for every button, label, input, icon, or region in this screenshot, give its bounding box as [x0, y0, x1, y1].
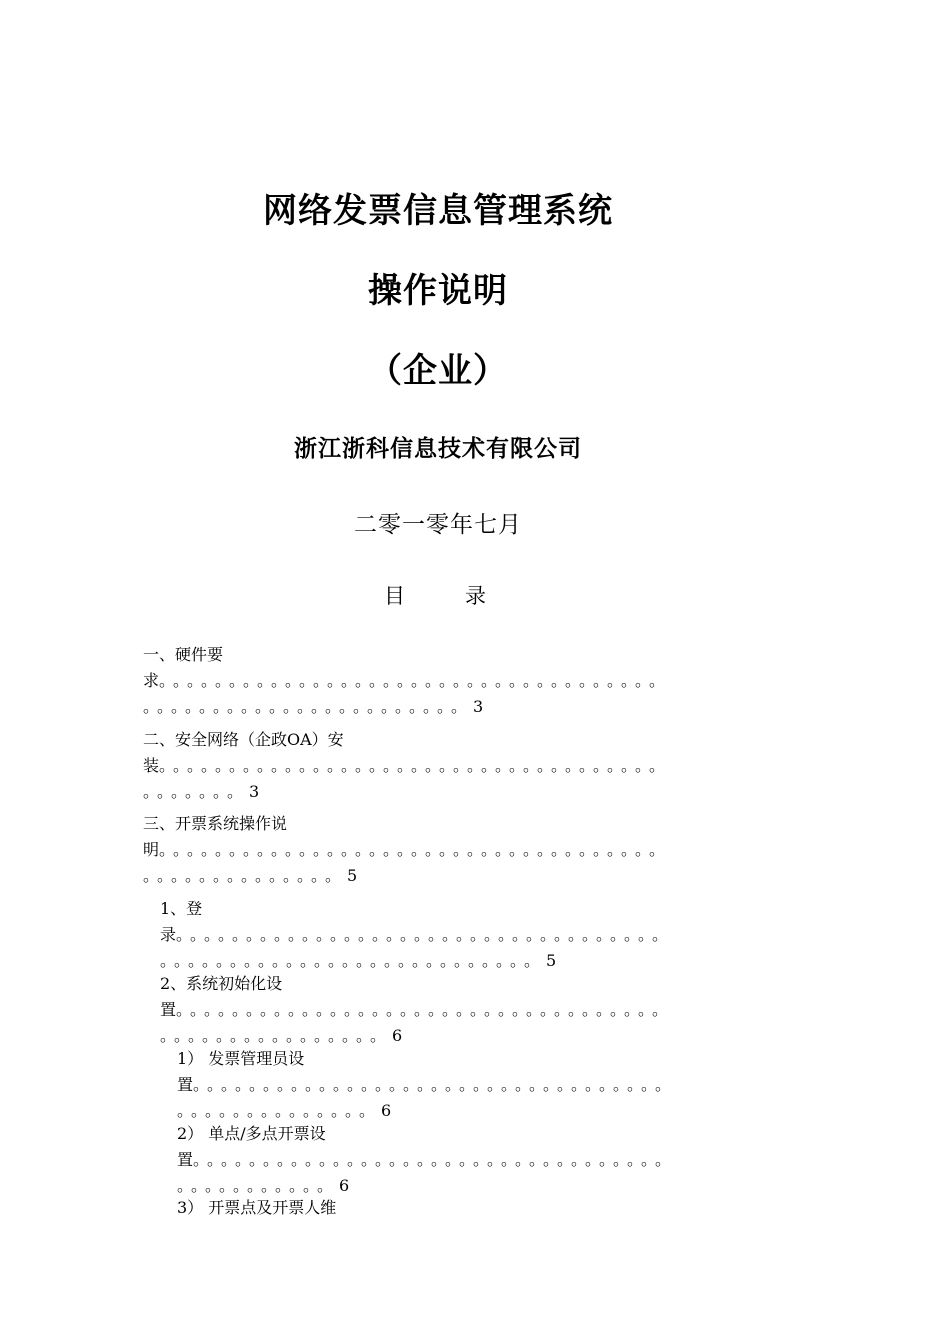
toc-leader-dots: 。。。。。。。。。。。。。。。。。。。。。。。。。。。: [160, 951, 547, 970]
toc-entry-title: 2、系统初始化设: [160, 974, 283, 993]
toc-page-number: 3: [249, 782, 260, 801]
toc-leader-dots: 。。。。。。。。。。。。。。。。。。。。。。。。。。。。。。。。。。。。: [159, 840, 672, 859]
toc-entry-title: 3） 开票点及开票人维: [177, 1198, 337, 1217]
toc-entry-page-line: [143, 863, 357, 889]
toc-leader-dots: 。。。。。。。。。。。。。。。。: [160, 1026, 393, 1045]
toc-entry-continuation: [143, 753, 671, 779]
toc-entry-title-end: 装: [143, 756, 160, 775]
document-subtitle: 操作说明: [368, 271, 508, 311]
toc-entry-page-line: [143, 779, 259, 805]
toc-entry-continuation: [143, 668, 671, 694]
toc-entry-continuation: [177, 1147, 677, 1173]
toc-page-number: 5: [546, 951, 557, 970]
toc-entry-page-line: [143, 694, 483, 720]
toc-entry-title: 三、开票系统操作说: [143, 814, 288, 833]
toc-entry-title-end: 明: [143, 840, 160, 859]
toc-page-number: 6: [339, 1176, 350, 1195]
toc-leader-dots: 。。。。。。。。。。。。。。: [177, 1101, 382, 1120]
toc-leader-dots: 。。。。。。。。。。。。。。。。。。。。。。。。。。。。。。。。。。。: [176, 1000, 675, 1019]
toc-leader-dots: 。。。。。。。。。。。。。。。。。。。。。。。。。。。。。。。。。。。。: [159, 756, 672, 775]
toc-entry-title-end: 置: [177, 1075, 194, 1094]
toc-entry-title: 1） 发票管理员设: [177, 1049, 305, 1068]
toc-page-number: 5: [347, 866, 358, 885]
toc-leader-dots: 。。。。。。。。。。。: [177, 1176, 340, 1195]
toc-heading: [384, 580, 486, 612]
toc-leader-dots: 。。。。。。。。。。。。。。。。。。。。。。。。。。。。。。。。。。: [193, 1075, 678, 1094]
toc-leader-dots: 。。。。。。。: [143, 782, 250, 801]
toc-leader-dots: 。。。。。。。。。。。。。。。。。。。。。。。。。。。。。。。。。。: [193, 1150, 678, 1169]
toc-leader-dots: 。。。。。。。。。。。。。。: [143, 866, 348, 885]
toc-page-number: 6: [392, 1026, 403, 1045]
toc-entry-continuation: [143, 837, 671, 863]
toc-entry-title: 1、登: [160, 899, 203, 918]
toc-entry-title-end: 置: [177, 1150, 194, 1169]
toc-entry-title-end: 录: [160, 925, 177, 944]
toc-page-number: 6: [381, 1101, 392, 1120]
toc-entry-continuation: [160, 922, 674, 948]
document-audience: （企业）: [368, 351, 508, 391]
document-date: 二零一零年七月: [354, 512, 522, 538]
toc-heading-char1: 目: [384, 584, 405, 608]
toc-leader-dots: 。。。。。。。。。。。。。。。。。。。。。。。: [143, 697, 474, 716]
toc-entry-title-end: 求: [143, 671, 160, 690]
toc-entry-title: 一、硬件要: [143, 645, 224, 664]
toc-heading-char2: 录: [465, 584, 486, 608]
toc-entry-continuation: [160, 997, 674, 1023]
company-name: 浙江浙科信息技术有限公司: [294, 435, 582, 462]
toc-page-number: 3: [473, 697, 484, 716]
toc-entry-title-end: 置: [160, 1000, 177, 1019]
toc-entry-title: 2） 单点/多点开票设: [177, 1124, 326, 1143]
toc-leader-dots: 。。。。。。。。。。。。。。。。。。。。。。。。。。。。。。。。。。。: [176, 925, 675, 944]
toc-leader-dots: 。。。。。。。。。。。。。。。。。。。。。。。。。。。。。。。。。。。。: [159, 671, 672, 690]
toc-entry-continuation: [177, 1072, 677, 1098]
document-title: 网络发票信息管理系统: [263, 191, 613, 231]
toc-entry-title: 二、安全网络（企政OA）安: [143, 730, 344, 749]
